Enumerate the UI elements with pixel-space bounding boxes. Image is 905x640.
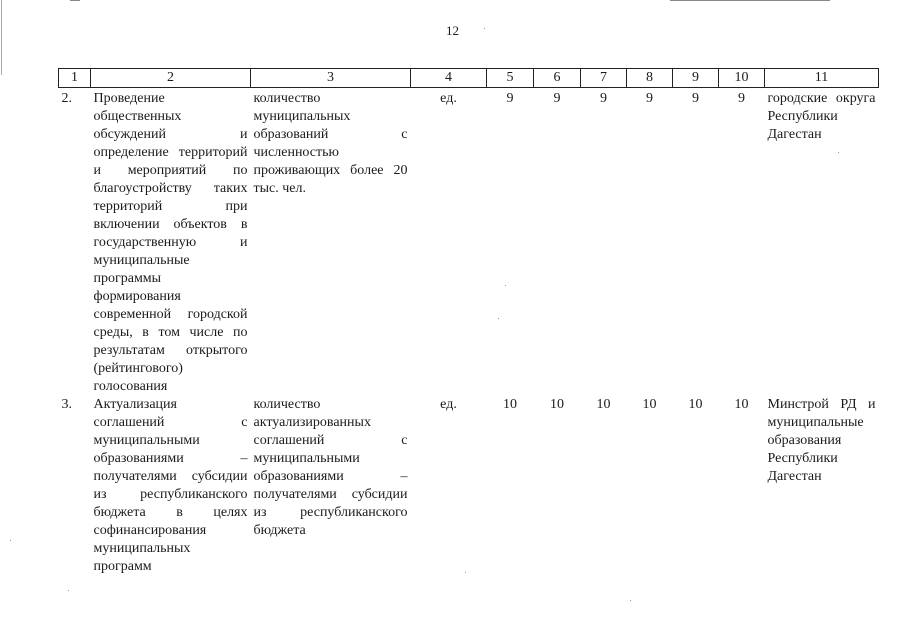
row-number: 3. [61, 397, 72, 412]
value-cell: 10 [596, 397, 611, 412]
header-col-6: 6 [534, 69, 581, 88]
value-cell: 10 [503, 397, 517, 412]
scan-speck [505, 285, 506, 286]
measure-text: Актуализация соглашений с муниципальными образованиями – получателями субсидии из республиканского бюджета в целях софинансирования муниципальных программ [93, 397, 248, 574]
scan-speck [68, 590, 69, 591]
header-col-7: 7 [581, 69, 627, 88]
unit-cell: ед. [440, 91, 457, 106]
responsible-text: городские округа Республики Дагестан [767, 91, 876, 142]
plan-table [58, 68, 879, 576]
top-edge-line-left [70, 0, 80, 1]
value-cell: 9 [692, 91, 699, 106]
unit-cell: ед. [440, 397, 457, 412]
value-cell: 9 [553, 91, 561, 106]
header-col-11: 11 [765, 69, 879, 88]
value-cell: 9 [738, 91, 745, 106]
value-cell: 10 [688, 397, 703, 412]
scan-speck [630, 600, 631, 601]
header-col-2: 2 [91, 69, 251, 88]
value-cell: 9 [600, 91, 607, 106]
scan-speck [838, 152, 839, 153]
header-col-3: 3 [251, 69, 411, 88]
header-col-5: 5 [487, 69, 534, 88]
value-cell: 10 [734, 397, 749, 412]
scan-speck [465, 572, 466, 573]
header-col-10: 10 [719, 69, 765, 88]
header-col-1: 1 [59, 69, 91, 88]
scan-speck [484, 28, 485, 29]
header-row [59, 69, 879, 88]
header-col-9: 9 [673, 69, 719, 88]
scan-speck [498, 318, 499, 319]
value-cell: 10 [550, 397, 564, 412]
top-edge-line-right [670, 0, 830, 1]
indicator-text: количество муниципальных образований с численностью проживающих более 20 тыс. чел. [253, 91, 408, 196]
measure-text: Проведение общественных обсуждений и определение территорий и мероприятий по благоустройству таких территорий при включении объектов в государственную и муниципальные программы формирования современной городской среды, в том числе по результатам открытого (рейтингового) голосования [93, 91, 248, 394]
table-row [59, 396, 879, 576]
value-cell: 9 [646, 91, 653, 106]
responsible-text: Минстрой РД и муниципальные образования Республики Дагестан [767, 397, 876, 484]
scan-speck [10, 540, 11, 541]
header-col-4: 4 [411, 69, 487, 88]
table-row [59, 88, 879, 397]
header-col-8: 8 [627, 69, 673, 88]
indicator-text: количество актуализированных соглашений с муниципальными образованиями – получателями субсидии из республиканского бюджета [253, 397, 408, 538]
row-number: 2. [61, 91, 72, 106]
page-number: 12 [446, 23, 459, 38]
value-cell: 10 [642, 397, 657, 412]
value-cell: 9 [506, 91, 514, 106]
